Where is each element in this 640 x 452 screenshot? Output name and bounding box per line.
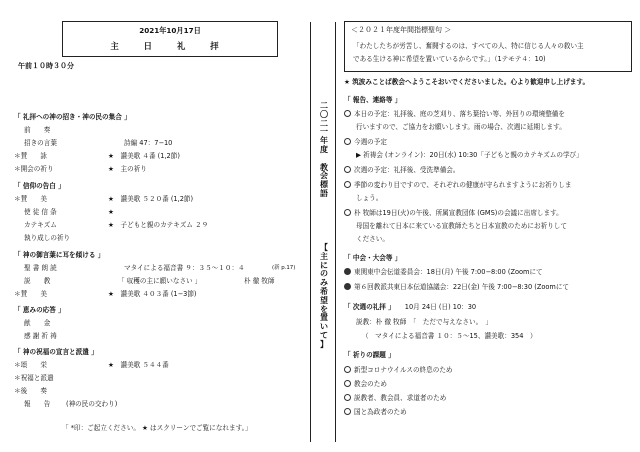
motto-char: 【 bbox=[320, 243, 328, 252]
order-creed-star: ★ bbox=[108, 208, 114, 216]
order-call-label: 招きの言葉 bbox=[24, 139, 57, 147]
order-reading-page: (新 p.17) bbox=[272, 265, 296, 271]
motto-char: 語 bbox=[320, 188, 328, 198]
meetings-title: 「 中会・大会等 」 bbox=[344, 254, 402, 262]
bullet-icon bbox=[344, 138, 351, 145]
motto-char: 標 bbox=[320, 180, 328, 190]
report-prayer-meeting: ▶ 祈祷会 (オンライン)：20日(水) 10:30「子どもと親のカテキズムの学び」 bbox=[356, 151, 583, 159]
order-intercession: 執り成しの祈り bbox=[24, 234, 71, 242]
bullet-icon bbox=[344, 408, 351, 415]
order-announcements-note: (神の民の交わり) bbox=[66, 400, 118, 408]
report-item-4-cont: しょう。 bbox=[356, 194, 383, 202]
order-benediction: ＊祝福と派遣 bbox=[14, 374, 54, 382]
order-postlude: ＊後 奏 bbox=[14, 387, 47, 395]
order-catechism-text: ★ 子どもと親のカテキズム ２９ bbox=[108, 221, 209, 229]
order-praise1-hymn: ★ 讃美歌 ５２０番 (1,2節) bbox=[108, 195, 194, 203]
meeting-item-2: 第６回教派共東日本伝道協議会：22日(金) 午後 7:00−8:30 (Zoomにて bbox=[344, 283, 569, 291]
prayer-title: 「 祈りの課題 」 bbox=[344, 351, 395, 359]
next-service bbox=[344, 303, 476, 311]
next-sermon: 説教：朴 徹 牧師 「 ただで与えなさい。 」 bbox=[356, 318, 493, 326]
order-sermon-label: 説 教 bbox=[24, 277, 51, 285]
service-name: 主 日 礼 拝 bbox=[110, 41, 230, 51]
bullet-icon bbox=[344, 394, 351, 401]
motto-char: い bbox=[320, 322, 328, 332]
motto-year-label bbox=[311, 102, 337, 199]
prayer-item-4: 国と為政者のため bbox=[344, 408, 407, 416]
section-gathering: 「 礼拝への神の招き・神の民の集合 」 bbox=[14, 113, 131, 121]
next-service-date: 10月 24日 (日) 10：30 bbox=[404, 303, 477, 311]
report-item-1-cont: 行いますので、ご協力をお願いします。雨の場合、次週に延期します。 bbox=[356, 123, 566, 131]
motto-char: を bbox=[320, 304, 328, 314]
motto-char: 会 bbox=[320, 171, 328, 181]
bullet-filled-icon bbox=[344, 283, 351, 290]
report-item-4: 季節の変わり目ですので、それぞれの健康が守られますようにお祈りしま bbox=[344, 181, 571, 189]
motto-char: 主 bbox=[320, 251, 328, 261]
motto-char: 二 bbox=[320, 118, 328, 128]
motto-char: 一 bbox=[320, 127, 328, 137]
motto-char: 置 bbox=[320, 313, 328, 323]
motto-char: 教 bbox=[320, 162, 328, 172]
prayer-item-1: 新型コロナウイルスの終息のため bbox=[344, 366, 453, 374]
church-motto-column bbox=[310, 22, 336, 442]
report-item-5: 朴 牧師は19日(火)の午後、所属宣教団体 (GMS)の会議に出席します。 bbox=[344, 209, 563, 217]
reports-title: 「 報告、連絡等 」 bbox=[344, 96, 402, 104]
order-announcements-label: 報 告 bbox=[24, 400, 51, 408]
order-thanksgiving: 感 謝 祈 祷 bbox=[24, 332, 57, 340]
order-reading-label: 聖 書 朗 読 bbox=[24, 264, 57, 272]
bullet-icon bbox=[344, 110, 351, 117]
order-catechism-label: カテキズム bbox=[24, 221, 57, 229]
welcome-message: ★ 筑波みことば教会へようこそおいでくださいました。心より歓迎申し上げます。 bbox=[344, 78, 590, 86]
order-praise2-label: ＊賛 美 bbox=[14, 290, 47, 298]
service-time: 午前１０時３０分 bbox=[18, 62, 74, 70]
motto-char: 〇 bbox=[320, 109, 328, 119]
order-praise2-hymn: ★ 讃美歌 ４０３番 (1−3節) bbox=[108, 290, 197, 298]
section-word: 「 神の御言葉に耳を傾ける 」 bbox=[14, 251, 105, 259]
section-blessing: 「 神の祝福の宣言と派遣 」 bbox=[14, 348, 98, 356]
service-title-box bbox=[62, 21, 278, 57]
bullet-icon bbox=[344, 181, 351, 188]
next-service-title: 「 次週の礼拝 」 bbox=[344, 303, 395, 311]
order-prelude: 前 奏 bbox=[24, 126, 51, 134]
motto-char: に bbox=[320, 260, 328, 270]
motto-char: 度 bbox=[320, 144, 328, 154]
order-offering: 献 金 bbox=[24, 319, 51, 327]
verse-line-2: である生ける神に希望を置いているからです。」（1テモテ４：10) bbox=[353, 55, 546, 63]
footnote: 「 *印：ご起立ください。 ★ はスクリーンでご覧になれます。」 bbox=[62, 424, 252, 432]
section-confession: 「 信仰の告白 」 bbox=[14, 182, 65, 190]
motto-text bbox=[311, 244, 337, 350]
bullet-filled-icon bbox=[344, 268, 351, 275]
verse-title: ＜２０２１年度年間指標聖句 ＞ bbox=[351, 26, 452, 34]
order-gloria-hymn: ★ 讃美歌 ５４４番 bbox=[108, 361, 169, 369]
section-response: 「 恵みの応答 」 bbox=[14, 306, 65, 314]
prayer-item-3: 説教者、教会員、求道者のため bbox=[344, 394, 446, 402]
meeting-item-1: 東関東中会伝道委員会：18日(月) 午後 7:00−8:00 (Zoomにて bbox=[344, 268, 543, 276]
bullet-icon bbox=[344, 166, 351, 173]
motto-char: の bbox=[320, 269, 328, 279]
verse-line-1: 「わたしたちが労苦し、奮闘するのは、すべての人、特に信じる人々の救い主 bbox=[353, 42, 584, 50]
motto-char: 】 bbox=[320, 339, 328, 349]
bullet-icon bbox=[344, 209, 351, 216]
order-gloria-label: ＊頌 栄 bbox=[14, 361, 47, 369]
motto-char: 年 bbox=[320, 136, 328, 146]
service-date: 2021年10月17日 bbox=[139, 26, 201, 35]
order-praise1-label: ＊賛 美 bbox=[14, 195, 47, 203]
order-sermon-title: 「 収穫の主に願いなさい 」 bbox=[118, 277, 202, 285]
motto-char: 希 bbox=[320, 286, 328, 296]
bullet-icon bbox=[344, 366, 351, 373]
report-item-5-cont2: ください。 bbox=[356, 235, 389, 243]
motto-char: 望 bbox=[320, 295, 328, 305]
order-reading-text: マタイによる福音書 ９：３５〜１０：４ bbox=[124, 264, 245, 272]
order-sermon-preacher: 朴 徹 牧師 bbox=[244, 277, 275, 285]
motto-char: 二 bbox=[320, 101, 328, 110]
order-doxology-hymn: ★ 讃美歌 ４番 (1,2節) bbox=[108, 152, 180, 160]
order-doxology-label: ＊賛 詠 bbox=[14, 152, 47, 160]
order-lords-prayer: ★ 主の祈り bbox=[108, 165, 147, 173]
order-opening-prayer-label: ＊開会の祈り bbox=[14, 165, 54, 173]
report-item-1: 本日の予定：礼拝後、庭の芝刈り、落ち葉拾い等、外回りの環境整備を bbox=[344, 110, 565, 118]
report-item-2: 今週の予定 bbox=[344, 138, 387, 146]
bullet-icon bbox=[344, 380, 351, 387]
motto-char: て bbox=[320, 330, 328, 340]
report-item-5-cont1: 母国を離れて日本に来ている宣教師たちと日本宣教のためにお祈りして bbox=[356, 222, 567, 230]
prayer-item-2: 教会のため bbox=[344, 380, 387, 388]
report-item-3: 次週の予定：礼拝後、受洗準備会。 bbox=[344, 166, 460, 174]
order-call-text: 詩編 47：7−10 bbox=[124, 139, 173, 147]
next-reading: （ マタイによる福音書 １０：５〜15、讃美歌：354 ） bbox=[362, 332, 537, 340]
annual-verse-box bbox=[344, 21, 632, 72]
order-creed-label: 使 徒 信 条 bbox=[24, 208, 57, 216]
motto-char: み bbox=[320, 278, 328, 288]
